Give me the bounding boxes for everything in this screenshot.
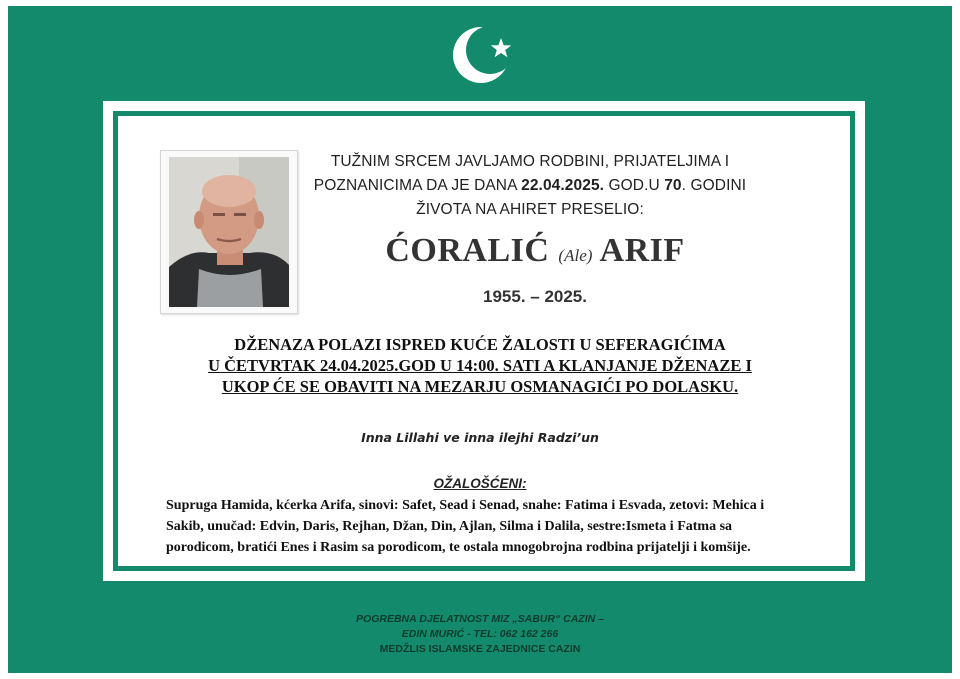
funeral-line-2: U ČETVRTAK 24.04.2025.GOD U 14:00. SATI A KLANJANJE DŽENAZE I	[208, 356, 752, 375]
funeral-details	[150, 334, 810, 397]
death-date: 22.04.2025.	[521, 177, 605, 194]
footer-line-3: MEDŽLIS ISLAMSKE ZAJEDNICE CAZIN	[379, 643, 581, 655]
announcement-text	[300, 150, 760, 222]
announcement-line-2-end: . GODINI	[681, 177, 747, 194]
nickname: (Ale)	[558, 246, 593, 265]
crescent-star-icon	[448, 18, 522, 92]
age: 70	[664, 177, 682, 194]
prayer-text: Inna Lillahi ve inna ilejhi Radzi’un	[361, 430, 599, 445]
footer-line-1: POGREBNA DJELATNOST MIZ „SABUR“ CAZIN –	[356, 613, 604, 625]
funeral-line-1: DŽENAZA POLAZI ISPRED KUĆE ŽALOSTI U SEFERAGIĆIMA	[234, 335, 726, 354]
announcement-line-2	[300, 174, 760, 198]
mourners-list: Supruga Hamida, kćerka Arifa, sinovi: Safet, Sead i Senad, snahe: Fatima i Esvada, zetovi: Mehica i Sakib, unučad: Edvin, Daris, Rejhan, Džan, Din, Ajlan, Silma i Dalila, sestre:Ismeta i Fatma sa porodicom, bratići Enes i Rasim sa porodicom, te ostala mnogobrojna rodbina prijatelji i komšije.	[166, 498, 765, 555]
funeral-line-3: UKOP ĆE SE OBAVITI NA MEZARJU OSMANAGIĆI PO DOLASKU.	[221, 377, 739, 396]
portrait-image	[169, 157, 289, 307]
life-years: 1955. – 2025.	[483, 287, 587, 306]
announcement-line-3: ŽIVOTA NA AHIRET PRESELIO:	[416, 201, 644, 218]
announcement-line-2-mid: GOD.U	[604, 177, 665, 194]
deceased-name	[300, 232, 770, 270]
announcement-line-1: TUŽNIM SRCEM JAVLJAMO RODBINI, PRIJATELJIMA I	[330, 153, 730, 170]
footer-line-2: EDIN MURIĆ - TEL: 062 162 266	[401, 628, 559, 640]
announcement-line-2-start: POZNANICIMA DA JE DANA	[313, 177, 522, 194]
footer	[230, 612, 730, 657]
portrait-photo	[160, 150, 298, 314]
first-name: ARIF	[599, 232, 685, 269]
surname: ĆORALIĆ	[385, 232, 550, 269]
mourners-title: OŽALOŠĆENI:	[433, 476, 527, 491]
